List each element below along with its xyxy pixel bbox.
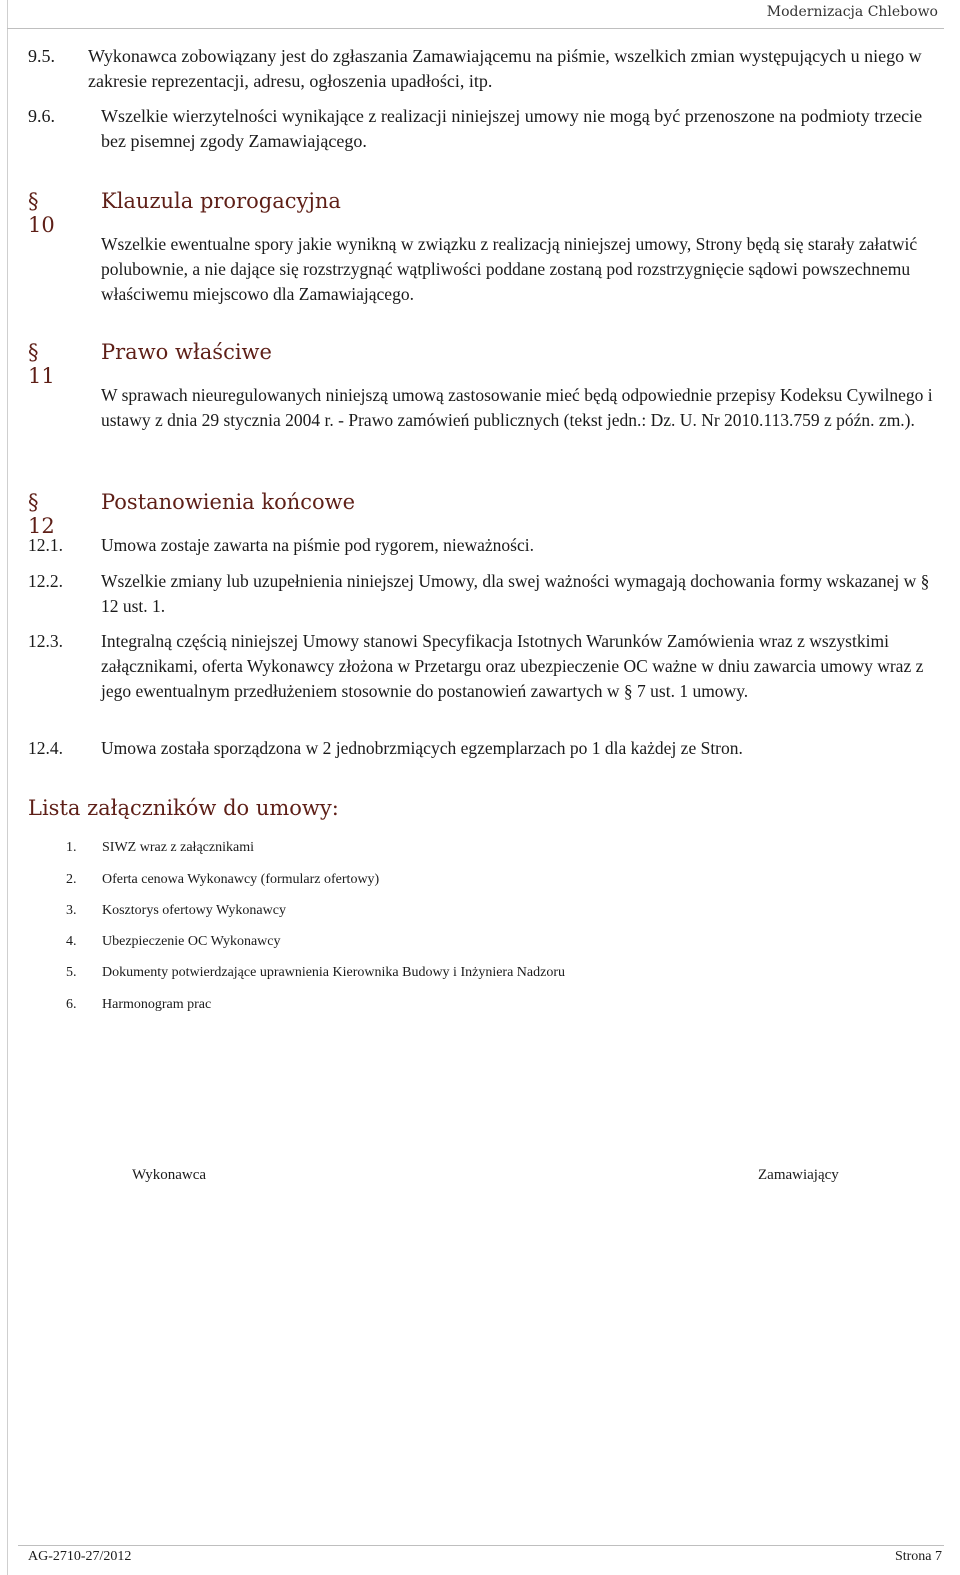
clause-12-2 — [28, 569, 932, 619]
attachment-text: Oferta cenowa Wykonawcy (formularz ofertowy) — [102, 872, 380, 887]
clause-number: 12.4. — [28, 738, 63, 758]
clause-12-1 — [28, 533, 932, 558]
header-divider — [7, 28, 944, 29]
clause-text: Umowa zostaje zawarta na piśmie pod rygorem, nieważności. — [101, 535, 534, 555]
attachment-item — [66, 902, 286, 920]
page-border — [7, 0, 8, 1575]
clause-number: 12.2. — [28, 571, 63, 591]
clause-12-4 — [28, 736, 932, 761]
attachment-number: 3. — [66, 903, 77, 918]
attachment-item — [66, 964, 565, 982]
attachment-text: Kosztorys ofertowy Wykonawcy — [102, 903, 286, 918]
document-reference: AG-2710-27/2012 — [28, 1549, 132, 1564]
attachment-item — [66, 839, 254, 857]
page-header: Modernizacja Chlebowo — [766, 4, 938, 20]
attachments-heading: Lista załączników do umowy: — [28, 796, 339, 820]
attachment-item — [66, 933, 281, 951]
clause-9-5 — [28, 44, 932, 94]
footer-divider — [18, 1545, 944, 1546]
signature-client-label: Zamawiający — [758, 1167, 839, 1183]
section-title: Klauzula prorogacyjna — [101, 189, 341, 213]
signature-contractor-label: Wykonawca — [132, 1167, 207, 1183]
section-title: Prawo właściwe — [101, 340, 272, 364]
clause-text: Integralną częścią niniejszej Umowy stanowi Specyfikacja Istotnych Warunków Zamówienia wraz z wszystkimi załącznikami, oferta Wykonawcy złożona w Przetargu oraz ubezpieczenie OC ważne w dniu zawarcia umowy wraz z jego ewentualnym przedłużeniem stosownie do postanowień zawartych w § 7 ust. 1 umowy. — [101, 631, 924, 701]
attachment-text: Dokumenty potwierdzające uprawnienia Kierownika Budowy i Inżyniera Nadzoru — [102, 965, 566, 980]
clause-number: 12.3. — [28, 631, 63, 651]
clause-text: Umowa została sporządzona w 2 jednobrzmiących egzemplarzach po 1 dla każdej ze Stron. — [101, 738, 743, 758]
attachment-text: Harmonogram prac — [102, 997, 212, 1012]
section-symbol: § 12 — [28, 490, 55, 538]
attachment-number: 1. — [66, 840, 77, 855]
section-symbol: § 11 — [28, 340, 55, 388]
clause-number: 9.6. — [28, 106, 55, 126]
attachment-number: 4. — [66, 934, 77, 949]
attachment-number: 5. — [66, 965, 77, 980]
clause-number: 12.1. — [28, 535, 63, 555]
clause-number: 9.5. — [28, 46, 55, 66]
attachment-text: SIWZ wraz z załącznikami — [102, 840, 254, 855]
attachment-number: 6. — [66, 997, 77, 1012]
section-10-body: Wszelkie ewentualne spory jakie wynikną w związku z realizacją niniejszej umowy, Strony będą się starały załatwić polubownie, a nie dające się rozstrzygnąć wątpliwości poddane zostaną pod rozstrzygnięcie sądowi powszechnemu właściwemu miejscowo dla Zamawiającego. — [101, 234, 918, 304]
attachment-item — [66, 996, 211, 1014]
clause-9-6 — [28, 104, 932, 154]
section-title: Postanowienia końcowe — [101, 490, 356, 514]
clause-text: Wszelkie wierzytelności wynikające z realizacji niniejszej umowy nie mogą być przenoszone na podmioty trzecie bez pisemnej zgody Zamawiającego. — [101, 106, 923, 151]
section-11-body: W sprawach nieuregulowanych niniejszą umową zastosowanie mieć będą odpowiednie przepisy Kodeksu Cywilnego i ustawy z dnia 29 stycznia 2004 r. - Prawo zamówień publicznych (tekst jedn.: Dz. U. Nr 2010.113.759 z późn. zm.). — [101, 385, 933, 430]
attachment-text: Ubezpieczenie OC Wykonawcy — [102, 934, 281, 949]
clause-text: Wszelkie zmiany lub uzupełnienia niniejszej Umowy, dla swej ważności wymagają dochowania formy wskazanej w § 12 ust. 1. — [101, 571, 930, 616]
page-number: Strona 7 — [894, 1549, 942, 1564]
section-symbol: § 10 — [28, 189, 55, 237]
clause-12-3 — [28, 629, 932, 704]
clause-text: Wykonawca zobowiązany jest do zgłaszania Zamawiającemu na piśmie, wszelkich zmian występujących u niego w zakresie reprezentacji, adresu, ogłoszenia upadłości, itp. — [88, 46, 922, 91]
attachment-item — [66, 871, 379, 889]
attachment-number: 2. — [66, 872, 77, 887]
